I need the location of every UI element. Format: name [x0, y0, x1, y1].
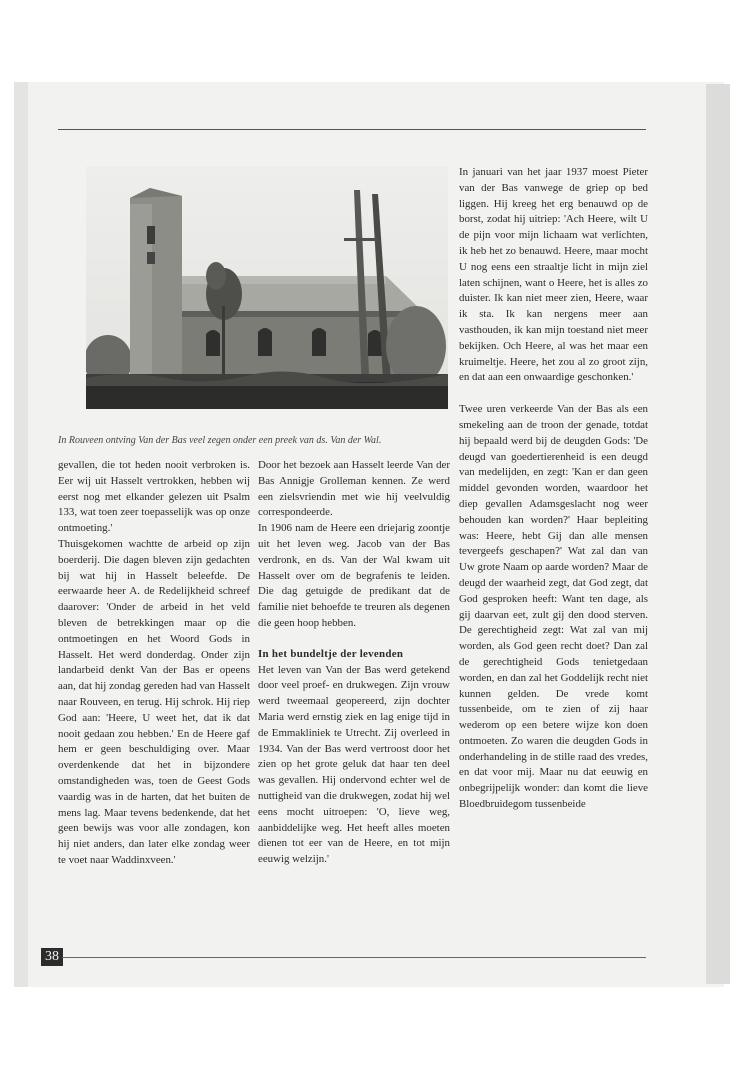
paragraph: Het leven van Van der Bas werd getekend door veel proef- en drukwegen. Zijn vrouw werd tweemaal geopereerd, zijn dochter Maria werd ernstig ziek en lag enige tijd in de Emmakliniek te Utrecht. Zij overleed in 1934. Van der Bas werd vertroost door het zien op het grote geluk dat haar ten deel was gevallen. Hij ondervond echter wel de nuttigheid van die drukwegen, zodat hij wel eens mocht uitroepen: 'O, lieve weg, aanbiddelijke weg. Het heeft alles moeten dienen tot eer van de Heere, en tot mijn eeuwig welzijn.' — [258, 663, 450, 866]
top-rule — [58, 129, 646, 130]
section-heading: In het bundeltje der levenden — [258, 647, 404, 660]
page-edge — [706, 84, 730, 984]
text-column-3 — [459, 165, 648, 813]
paragraph: In januari van het jaar 1937 moest Pieter van der Bas vanwege de griep op bed liggen. Hij kreeg het erg benauwd op de borst, zodat hij uitriep: 'Ach Heere, wilt U de pijn voor mijn lichaam wat verlichten, ik heb het zo benauwd. Heere, maar mocht U nog eens een straaltje licht in mijn ziel laten schijnen, want o Heere, het is alles zo duister. Ik kan niet meer zien, Heere, waar ik sta. Ik kan nergens meer aan vasthouden, ik kan mijn toestand niet meer bekijken. Och Heere, al was het maar een kruimeltje. Heere, het zou al zo groot zijn, en dat aan een onwaardige geschonken.' — [459, 166, 648, 384]
paragraph: gevallen, die tot heden nooit verbroken is. Eer wij uit Hasselt vertrokken, hebben wij eerst nog met elkander gelezen uit Psalm 133, wat toen zeer toepasselijk was op onze ontmoeting.' — [58, 459, 250, 535]
paragraph: Twee uren verkeerde Van der Bas als een smekeling aan de troon der genade, totdat hij bepaald werd bij de deugden Gods: 'De deugd van goedertierenheid is een deugd van medelijden, en zegt: 'Kan er dan geen middel gevonden worden, waardoor het diep gevallen Adamsgeslacht nog weer behouden kan worden?' Haar bepleiting was: Heere, hebt Gij dan alle mensen tevergeefs geschapen?' Wat zal dan van Uw grote Naam op aarde worden? Maar de deugd der waarheid zegt, dat God zegt, dat God gesproken heeft: Want ten dage, als gij daarvan eet, zult gij den dood sterven. De gerechtigheid zegt: Wat zal van mij worden, als God geen recht doet? Dan zal de gerechtigheid Gods tenietgedaan worden, en dan zal het Goddelijk recht niet kunnen gelden. De vrede komt tussenbeide, om te zien of zij haar wederom op een betere wijze kon doen ontmoeten. Zo waren die deugden Gods in onderhandeling in de stille raad des vredes, en dat voor mij. Maar nu dat eeuwig en onbegrijpelijk wonder: dan komt die lieve Bloedbruidegom tussenbeide — [459, 403, 648, 811]
photo-caption: In Rouveen ontving Van der Bas veel zegen onder een preek van ds. Van der Wal. — [58, 435, 382, 446]
paragraph: In 1906 nam de Heere een driejarig zoontje uit het leven weg. Jacob van der Bas verdronk, en ds. Van der Wal kwam uit Hasselt over om de begrafenis te leiden. Die dag getuigde de predikant dat de familie niet behoefde te treuren als degenen die geen hoop hebben. — [258, 522, 450, 629]
text-column-2 — [258, 458, 450, 868]
text-column-1 — [58, 458, 250, 869]
paragraph: Thuisgekomen wachtte de arbeid op zijn boerderij. Die dagen bleven zijn gedachten bij wat hij in Hasselt beleefde. De eerwaarde heer A. de Redelijkheid schreef daarover: 'Onder de arbeid in het veld bleven de betrekkingen maar op die ontmoetingen en het Woord Gods in Hasselt. Het werd donderdag. Onder zijn landarbeid denkt Van der Bas er opeens aan, dat hij zondag gereden had van Hasselt naar Rouveen, en terug. Hij schrok. Hij riep God aan: 'Heere, U weet het, dat ik dat nooit gedaan zou hebben.' En de Heere gaf hem er geen beschuldiging over. Maar overdenkende dat het in bijzondere omstandigheden was, toen de Geest Gods vaardig was in de harten, dat het buiten de mens lag. Maar tevens bedenkende, dat het geen bewijs was voor alle zondagen, kon hij niet anders, dan later elke zondag weer te voet naar Waddinxveen.' — [58, 537, 250, 866]
church-photo — [86, 166, 448, 409]
page-left-shadow — [14, 82, 28, 987]
bottom-rule — [62, 957, 646, 958]
paragraph: Door het bezoek aan Hasselt leerde Van der Bas Annigje Grolleman kennen. Ze werd een zielsvriendin met wie hij veelvuldig correspondeerde. — [258, 459, 450, 519]
page-number: 38 — [41, 948, 63, 966]
